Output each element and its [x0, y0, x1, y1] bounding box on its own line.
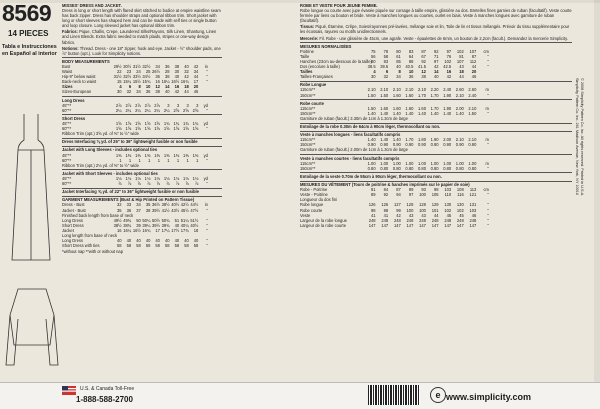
table-row: Taille 56 58 61 64 67 71 76 81 87 " [300, 53, 489, 59]
table-row: Robe - Poitrine 81 84 87 89 93 98 103 108 113 cm [300, 187, 489, 193]
table-row: 115cm** 1.40 1.40 1.40 1.70 1.80 1.90 2.00 2.10 2.10 m [300, 137, 489, 143]
spanish-note: Tabla e Instrucciones en Español al interior [2, 44, 57, 57]
garniture-ruban-line: Garniture de ruban (facult.) 3.30m de 1cm à 1.3cm de large [300, 115, 408, 121]
veste-longues-heading: Veste à manches longues - liens facultatifs compris [300, 131, 572, 138]
vertical-text-line: Simplicity Pattern Co. Inc. 261 Madison Avenue, New York, NY 10016 [575, 78, 580, 195]
table-row: Poitrine 75 78 80 83 87 92 97 102 107 cm [300, 48, 489, 54]
body-measurements-heading: BODY MEASUREMENTS [62, 57, 222, 64]
table-row: Longueur du dos fini [300, 197, 338, 203]
jacket-left-sleeve [6, 315, 18, 365]
garniture-ruban-veste-line: Garniture de ruban (facult.) 2.00m de 1cm à 1.3cm de large [300, 147, 408, 153]
garment-measurements-heading: GARMENT MEASUREMENTS (Bust & Hip Printed on Pattern Tissue) [62, 196, 222, 203]
table-row: 45"** 1⅝ 1⅝ 1⅝ 1⅝ 1⅝ 1¾ 1¾ 1¾ 1¾ yd [62, 120, 208, 126]
table-row: 60"** 1 1 1 1 1 1 1 1 1 " [62, 157, 208, 163]
tissus-label: Tissus: [300, 24, 315, 30]
table-row: 60"** 1⅝ 1⅝ 1⅝ 1⅝ 1⅝ 1⅝ 1⅝ 1⅝ 1⅝ " [62, 125, 208, 131]
table-row: 115cm** 2.10 2.10 2.10 2.10 2.10 2.20 2.40 2.60 2.60 m [300, 87, 489, 93]
website-link[interactable]: www.simplicity.com [446, 392, 532, 402]
table-row: Veste 41 41 42 43 43 44 45 45 46 " [300, 212, 489, 218]
english-title: MISSES' DRESS AND JACKET. [62, 3, 122, 8]
jacket-interfacing-line: Jacket Interfacing ⅝ yd. of 22" to 36" lightweight fusible or non fusible [62, 188, 222, 195]
table-row: Robe longue 126 126 127 128 128 129 130 130 131 " [300, 202, 489, 208]
table-row: Back-neck to waist 15 15¼ 15½ 15¾ 16 16¼ 16½ 16¾ 17 " [62, 79, 208, 85]
table-row: Jacket - Bust 35 36 37 38 39½ 41½ 43½ 45½ 47½ " [62, 207, 208, 213]
table-row: Hip-9" below waist 31½ 32½ 33½ 34½ 36 38 40 42 44 " [62, 74, 208, 80]
table-row: 60"** ⅞ ⅞ ⅞ ⅞ ⅞ ⅞ ⅞ ⅞ ⅞ " [62, 180, 208, 186]
mesures-vetement-table [300, 187, 572, 227]
table-row: 115cm** 1.50 1.60 1.60 1.60 1.60 1.70 1.90 2.00 2.10 m [300, 105, 489, 111]
french-column [300, 3, 572, 228]
long-dress-heading: Long Dress [62, 96, 222, 103]
table-row: Short Dress with ties 58 58 58 58 58 58 58 58 58 " [62, 242, 208, 248]
table-row: Long Dress 49½ 49¾ 50 50¼ 50½ 50¾ 51 51¼ 51½ " [62, 217, 208, 223]
french-description: Robe longue ou courte avec jupe évasée piquée sur corsage à taille empire, glissière au dos. Bretelles fines garnies de ruban (facultatif). Veste courte fermée par liens ou bouton et bride. Veste à manches longues ou courtes, ourlet en biais. Veste à manches longues avec garniture de ruban (facultatif). [300, 8, 572, 24]
e-logo-icon: e [430, 387, 446, 403]
mercerie-text: Fil. Robe - une glissière de 45cm, une agrafe. Veste - épaulettes de 6mm, un bouton de 2,2cm (facult.). Demandez la mercerie Simplicity. [319, 35, 568, 41]
mesures-normalisees-table [300, 49, 572, 79]
dress-illustration [4, 110, 60, 270]
table-row: 45"** 2⅞ 2⅞ 2⅞ 2⅞ 2⅞ 3 3 3 3 yd [62, 102, 208, 108]
yardage-footnote: *without nap **with or without nap [62, 249, 123, 255]
table-row: Waist 22 23 24 25 26½ 28 30 32 34 " [62, 69, 208, 75]
tissus-text: Piqué, Étamine, Crêpe, Soies/rayonnes pré-lavées, mélange soie et lin, Toile de lin et tissus mélangés. Prévoir du tissu supplémentaire pour les écossais, rayures ou motifs unidirectionnels. [300, 24, 570, 35]
dress-interfacing-line: Dress Interfacing ⅜ yd. of 25" to 36" lightweight fusible or non fusible [62, 138, 222, 145]
entoilage-veste-line: Entoilage de la veste 0.70m de 55cm à 90cm léger, thermocollant ou non. [300, 172, 572, 179]
table-row: Tailles 4 6 8 10 12 14 16 18 20 [300, 69, 477, 75]
pieces-count: 14 PIECES [8, 29, 49, 38]
body-measurements-table [62, 64, 222, 94]
short-dress-heading: Short Dress [62, 114, 222, 121]
table-row: 150cm** 0.80 0.80 0.80 0.80 0.80 0.80 0.80 0.80 0.80 " [300, 165, 489, 171]
notions-text: Thread. Dress - one 18" zipper, hook and eye. Jacket - ½" shoulder pads, one ⅞" button (opt.). Look for Simplicity notions. [62, 45, 221, 56]
table-row: Dress - Bust 32 33 34 35 36½ 38½ 40½ 42½ 44½ in [62, 202, 208, 208]
jacket-short-heading: Jacket with Short Sleeves - includes optional ties [62, 169, 222, 176]
table-row: 150cm** 1.50 1.50 1.60 1.60 1.70 1.70 1.90 2.10 2.40 " [300, 92, 489, 98]
table-row: 150cm** 1.40 1.40 1.40 1.40 1.40 1.40 1.40 1.40 1.50 " [300, 110, 489, 116]
table-row: Bust 29½ 30½ 31½ 32½ 34 36 38 40 42 in [62, 64, 208, 70]
table-row: Short Dress 38½ 38¾ 39 39¼ 39½ 39¾ 40 40¼ 40½ " [62, 222, 208, 228]
table-row: Jacket 16 16¼ 16½ 16¾ 17 17¼ 17½ 17¾ 18 " [62, 227, 208, 233]
entoilage-robe-line: Entoilage de la robe 0.30m de 64cm à 90cm léger, thermocollant ou non. [300, 123, 572, 130]
us-canada-flag-icon [62, 386, 76, 395]
garment-measurements-table [62, 202, 222, 247]
jacket-illustration [4, 285, 60, 381]
wrinkle-right [594, 0, 600, 382]
table-row: Long Dress 40 40 40 40 40 40 40 40 40 " [62, 237, 208, 243]
pattern-number: 8569 [2, 0, 52, 26]
notions-label: Notions: [62, 45, 79, 51]
table-row: Sizes-European 30 32 34 36 38 40 42 44 46 [62, 89, 199, 95]
vertical-text-line: © 2008 Simplicity Pattern Co. Inc. All rights reserved. Printed in U.S.A. [580, 78, 584, 197]
table-row: Dos (encolure à taille) 38.5 39.5 40 40.5 41.5 42 42.5 43 44 " [300, 64, 489, 70]
table-row: 45"** 1⅛ 1⅛ 1⅛ 1⅛ 1⅛ 1⅛ 1⅛ 1⅛ 1⅛ yd [62, 175, 208, 181]
veste-courtes-heading: Veste à manches courtes - liens facultatifs compris [300, 154, 572, 161]
table-row: Long length from base of neck [62, 232, 118, 238]
english-description: Dress in long or short length with flared skirt stitched to bodice at empire waistline seam has back zipper. Dress has shoulder straps and optional ribbon trim. Short jacket with long or short sleeves has shaped hem and can be made with self ties or single button and loop closure. Long sleeved jacket has optional ribbon trim. [62, 8, 221, 29]
english-column [62, 3, 222, 254]
vertical-legal-text [574, 78, 594, 328]
robe-longue-heading: Robe Longue [300, 81, 572, 88]
table-row: Veste - Poitrine 89 92 94 97 100 105 110 116 121 " [300, 192, 489, 198]
barcode [368, 385, 420, 405]
mercerie-label: Mercerie: [300, 35, 319, 41]
table-row: Largeur de la robe longue 248 248 248 248 248 248 248 248 248 " [300, 217, 489, 223]
toll-free-number: 1-888-588-2700 [76, 395, 133, 404]
table-row: 115cm** 1.00 1.00 1.00 1.00 1.00 1.00 1.00 1.00 1.00 m [300, 160, 489, 166]
jacket-right-sleeve [46, 315, 58, 365]
footer-bar [0, 382, 600, 409]
table-row: Sizes 4 6 8 10 12 14 16 18 20 [62, 84, 199, 90]
table-row: Hanches (23cm au-dessous de la taille) 80 83 85 88 92 97 102 107 112 " [300, 59, 489, 65]
vertical-text-block [575, 78, 584, 328]
robe-courte-heading: Robe courte [300, 99, 572, 106]
table-row: Largeur de la robe courte 147 147 147 147 147 147 147 147 147 " [300, 222, 489, 228]
table-row: 60"** 2¼ 2¼ 2¼ 2¼ 2¼ 2¼ 2⅝ 2⅝ 2⅝ " [62, 107, 208, 113]
toll-free-label: U.S. & Canada Toll-Free [80, 386, 135, 392]
table-row: 45"** 1⅜ 1⅜ 1⅜ 1⅜ 1⅜ 1⅜ 1⅜ 1⅜ 1⅜ yd [62, 152, 208, 158]
table-row: Tailles-Françaises 30 32 34 36 38 40 42 44 46 [300, 74, 477, 80]
ribbon-trim-line: Ribbon Trim (opt.) 3⅝ yd. of ⅜" to ½" wide [62, 131, 139, 137]
fabrics-label: Fabrics: [62, 29, 78, 35]
mesures-normalisees-heading: MESURES NORMALISÉES [300, 42, 572, 49]
table-row: Robe courte 98 98 99 100 100 101 102 102 103 " [300, 207, 489, 213]
ribbon-trim-jacket-line: Ribbon Trim (opt.) 2⅛ yd. of ⅜" to ½" wide [62, 162, 139, 168]
table-row: 150cm** 0.90 0.90 0.90 0.90 0.90 0.90 0.90 0.90 0.90 " [300, 142, 489, 148]
mesures-vetement-heading: MESURES DU VÊTEMENT (Tours de poitrine & hanches imprimés sur le papier de soie) [300, 181, 572, 188]
fabrics-text: Pique, Challis, Crepe, Laundered Silks/Rayons, Silk Linen, Shantung, Linen and Linen Blends. Extra fabric needed to match plaids, stripes or one-way design fabrics. [62, 29, 217, 45]
french-title: ROBE ET VESTE POUR JEUNE FEMME. [300, 3, 378, 8]
table-row: Finished back length from base of neck [62, 212, 134, 218]
jacket-long-heading: Jacket with Long Sleeves - includes optional ties [62, 146, 222, 153]
